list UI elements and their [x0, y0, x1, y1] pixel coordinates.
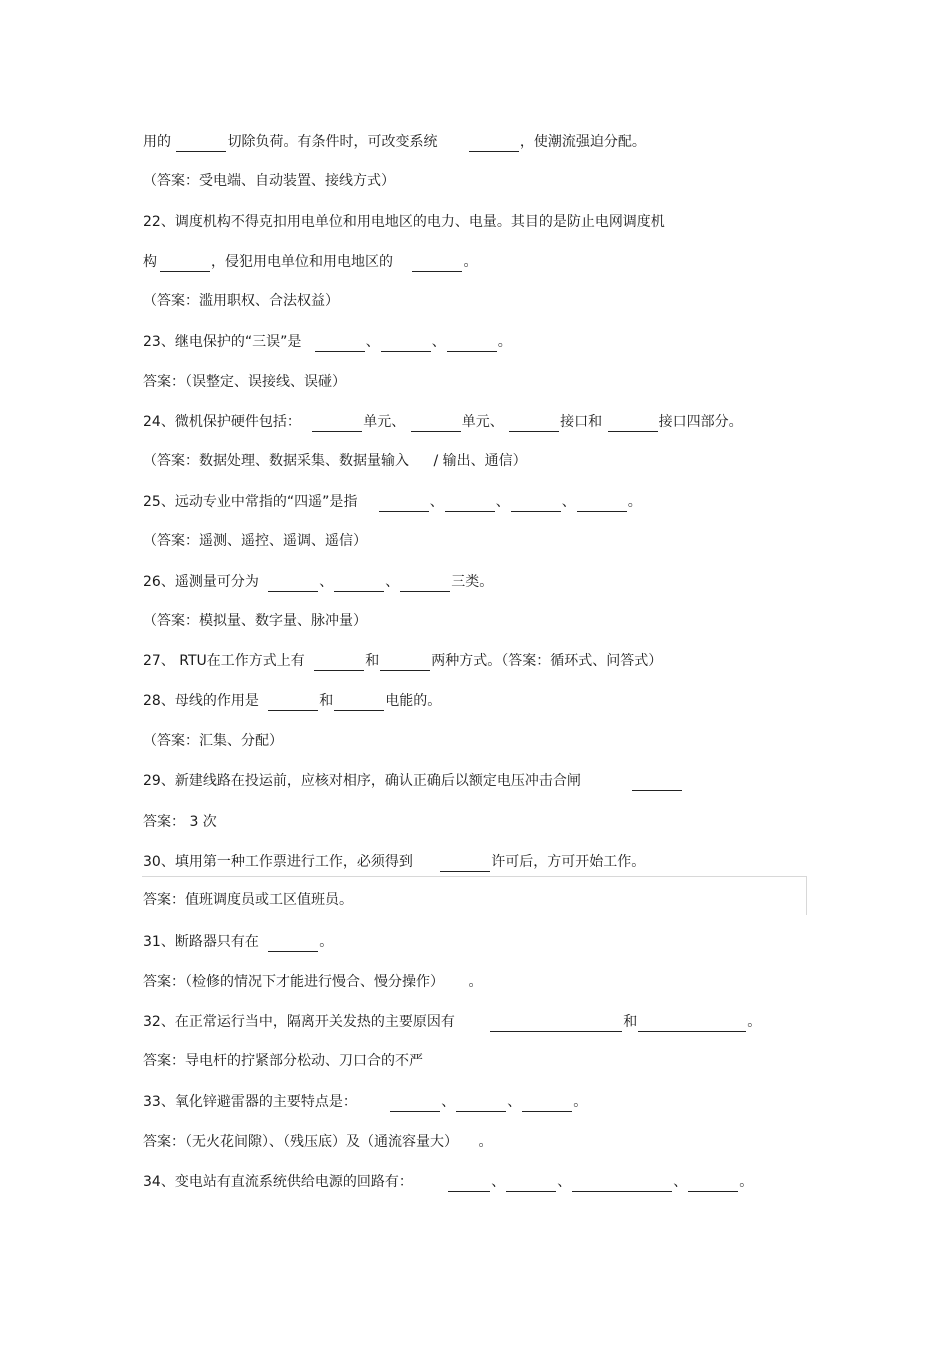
- fill-in-blank: [440, 857, 490, 872]
- text-line: [143, 651, 662, 671]
- text-line: [143, 332, 512, 352]
- spacer: [305, 431, 311, 432]
- spacer: [306, 351, 314, 352]
- fill-in-blank: [490, 1017, 622, 1032]
- text-line: [143, 1012, 761, 1032]
- line-text: 许可后，方可开始工作。: [491, 854, 646, 870]
- line-text: 、: [673, 1174, 688, 1190]
- line-text: 接口四部分。: [658, 414, 743, 430]
- line-text: 。: [573, 1094, 588, 1110]
- text-line: [143, 492, 642, 512]
- line-text: 答案：导电杆的拧紧部分松动、刀口合的不严: [143, 1053, 423, 1069]
- spacer: [459, 1031, 489, 1032]
- line-text: 、: [495, 494, 510, 510]
- line-text: 、: [319, 574, 334, 590]
- fill-in-blank: [314, 656, 364, 671]
- line-text: （答案：模拟量、数字量、脉冲量）: [143, 613, 367, 629]
- fill-in-blank: [160, 257, 210, 272]
- line-text: / 输出、通信）: [433, 453, 527, 469]
- fill-in-blank: [380, 656, 430, 671]
- spacer: [263, 710, 267, 711]
- line-text: 25、远动专业中常指的“四遥”是指: [143, 494, 362, 510]
- line-text: 答案：（检修的情况下才能进行慢合、慢分操作）: [143, 974, 449, 990]
- line-text: 。: [319, 934, 334, 950]
- line-text: 、: [507, 1094, 522, 1110]
- spacer: [263, 591, 267, 592]
- text-line: [143, 412, 743, 432]
- fill-in-blank: [176, 137, 226, 152]
- spacer: [157, 271, 159, 272]
- line-text: 接口和: [560, 414, 607, 430]
- line-text: 29、新建线路在投运前，应核对相序，确认正确后以额定电压冲击合闸: [143, 773, 586, 789]
- line-text: 26、遥测量可分为: [143, 574, 264, 590]
- fill-in-blank: [412, 257, 462, 272]
- line-text: 答案：值班调度员或工区值班员。: [143, 892, 353, 908]
- text-line: [143, 372, 346, 392]
- fill-in-blank: [334, 577, 384, 592]
- line-text: 电能的。: [385, 693, 442, 709]
- text-line: [143, 852, 645, 872]
- line-text: 。: [747, 1014, 762, 1030]
- text-line: [143, 171, 395, 191]
- text-line: [143, 812, 217, 832]
- line-text: 30、填用第一种工作票进行工作，必须得到: [143, 854, 418, 870]
- line-text: 24、微机保护硬件包括：: [143, 414, 306, 430]
- line-text: 构: [143, 254, 157, 270]
- line-text: 、: [429, 494, 444, 510]
- text-line: [143, 1092, 587, 1112]
- fill-in-blank: [411, 417, 461, 432]
- fill-in-blank: [509, 417, 559, 432]
- fill-in-blank: [445, 497, 495, 512]
- fill-in-blank: [688, 1177, 738, 1192]
- fill-in-blank: [268, 696, 318, 711]
- text-line: [143, 572, 493, 592]
- line-text: 。: [497, 334, 512, 350]
- text-line: [143, 1132, 492, 1152]
- line-text: 和: [623, 1014, 638, 1030]
- spacer: [417, 871, 439, 872]
- fill-in-blank: [379, 497, 429, 512]
- fill-in-blank: [577, 497, 627, 512]
- line-text: 答案：（误整定、误接线、误碰）: [143, 374, 346, 390]
- text-line: [143, 212, 665, 232]
- line-text: 单元、: [461, 414, 509, 430]
- text-line: [143, 252, 477, 272]
- line-text: 三类。: [451, 574, 494, 590]
- spacer: [361, 1111, 389, 1112]
- text-line: [143, 132, 646, 152]
- line-text: （答案：数据处理、数据采集、数据量输入: [143, 453, 414, 469]
- text-line: [143, 972, 482, 992]
- line-text: 答案：（无火花间隙）、（残压底）及（通流容量大）: [143, 1134, 463, 1150]
- line-text: 和: [365, 653, 380, 669]
- line-text: 、: [385, 574, 400, 590]
- spacer: [442, 151, 468, 152]
- line-text: 、: [441, 1094, 456, 1110]
- line-text: 32、在正常运行当中，隔离开关发热的主要原因有: [143, 1014, 460, 1030]
- fill-in-blank: [522, 1097, 572, 1112]
- line-text: ，侵犯用电单位和用电地区的: [211, 254, 398, 270]
- fill-in-blank: [390, 1097, 440, 1112]
- line-text: 33、氧化锌避雷器的主要特点是：: [143, 1094, 362, 1110]
- line-text: 、: [491, 1174, 506, 1190]
- fill-in-blank: [572, 1177, 672, 1192]
- fill-in-blank: [511, 497, 561, 512]
- line-text: 、: [557, 1174, 572, 1190]
- line-text: 答案： 3 次: [143, 814, 217, 830]
- line-text: 34、变电站有直流系统供给电源的回路有：: [143, 1174, 418, 1190]
- spacer: [309, 670, 313, 671]
- text-line: [143, 451, 527, 471]
- fill-in-blank: [334, 696, 384, 711]
- fill-in-blank: [469, 137, 519, 152]
- fill-in-blank: [447, 337, 497, 352]
- line-text: ，使潮流强迫分配。: [519, 134, 646, 150]
- fill-in-blank: [608, 417, 658, 432]
- spacer: [417, 1191, 447, 1192]
- line-text: 。: [627, 494, 642, 510]
- line-text: 。: [463, 254, 478, 270]
- line-text: （答案：遥测、遥控、遥调、遥信）: [143, 533, 367, 549]
- line-text: 两种方式。（答案：循环式、问答式）: [431, 653, 663, 669]
- text-line: [143, 691, 441, 711]
- text-line: [143, 611, 367, 631]
- spacer: [462, 1151, 478, 1152]
- fill-in-blank: [268, 937, 318, 952]
- line-text: 、: [365, 334, 380, 350]
- line-text: 。: [478, 1134, 493, 1150]
- spacer: [413, 470, 433, 471]
- text-line: [143, 731, 283, 751]
- spacer: [585, 790, 631, 791]
- spacer: [362, 511, 378, 512]
- fill-in-blank: [381, 337, 431, 352]
- text-line: [143, 531, 367, 551]
- text-line: [143, 932, 333, 952]
- line-text: 、: [431, 334, 446, 350]
- fill-in-blank: [268, 577, 318, 592]
- text-line: [143, 1051, 423, 1071]
- fill-in-blank: [448, 1177, 490, 1192]
- fill-in-blank: [456, 1097, 506, 1112]
- fill-in-blank: [315, 337, 365, 352]
- text-line: [143, 291, 339, 311]
- line-text: 。: [739, 1174, 754, 1190]
- spacer: [263, 951, 267, 952]
- text-line: [143, 890, 353, 910]
- line-text: 用的: [143, 134, 176, 150]
- spacer: [397, 271, 411, 272]
- line-text: （答案：滥用职权、合法权益）: [143, 293, 339, 309]
- fill-in-blank: [632, 776, 682, 791]
- line-text: 。: [468, 974, 483, 990]
- line-text: 23、继电保护的“三误”是: [143, 334, 306, 350]
- text-line: [143, 1172, 753, 1192]
- line-text: 、: [561, 494, 576, 510]
- text-line: [143, 771, 683, 791]
- fill-in-blank: [506, 1177, 556, 1192]
- fill-in-blank: [638, 1017, 746, 1032]
- line-text: （答案：受电端、自动装置、接线方式）: [143, 173, 395, 189]
- line-text: 31、断路器只有在: [143, 934, 264, 950]
- line-text: 和: [319, 693, 334, 709]
- line-text: 22、调度机构不得克扣用电单位和用电地区的电力、电量。其目的是防止电网调度机: [143, 214, 665, 230]
- line-text: 切除负荷。有条件时，可改变系统: [227, 134, 442, 150]
- fill-in-blank: [400, 577, 450, 592]
- line-text: 27、 RTU在工作方式上有: [143, 653, 310, 669]
- fill-in-blank: [312, 417, 362, 432]
- line-text: 28、母线的作用是: [143, 693, 264, 709]
- spacer: [448, 991, 468, 992]
- line-text: 单元、: [363, 414, 410, 430]
- line-text: （答案：汇集、分配）: [143, 733, 283, 749]
